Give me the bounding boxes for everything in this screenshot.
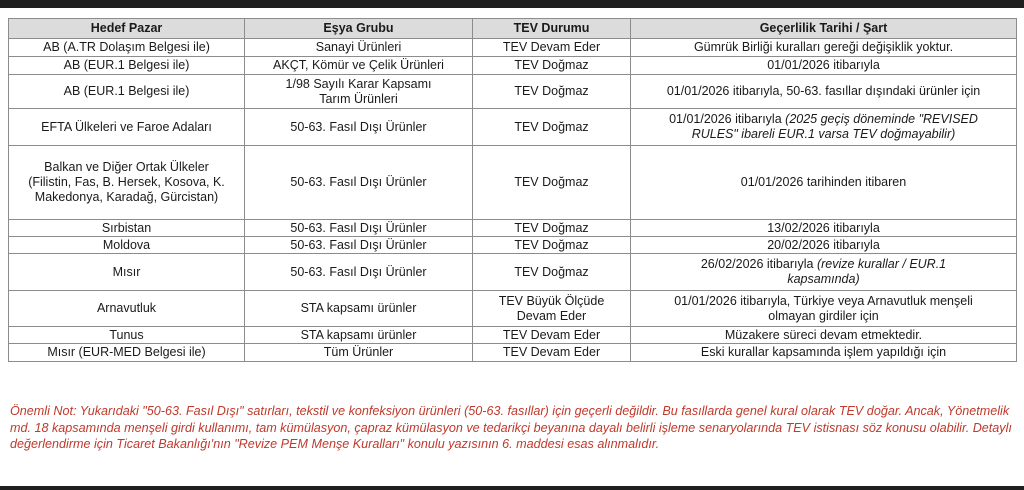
table-row [9, 75, 1017, 109]
cell-group: 50-63. Fasıl Dışı Ürünler [245, 237, 473, 254]
cell-market: AB (EUR.1 Belgesi ile) [9, 75, 245, 109]
cell-group: 50-63. Fasıl Dışı Ürünler [245, 146, 473, 220]
cell-group: 50-63. Fasıl Dışı Ürünler [245, 220, 473, 237]
tev-status-table [8, 18, 1017, 362]
cell-market: Balkan ve Diğer Ortak Ülkeler (Filistin, Fas, B. Hersek, Kosova, K. Makedonya, Karadağ, Gürcistan) [9, 146, 245, 220]
cell-group: AKÇT, Kömür ve Çelik Ürünleri [245, 57, 473, 75]
table-header-row [9, 19, 1017, 39]
cell-group: 1/98 Sayılı Karar Kapsamı Tarım Ürünleri [245, 75, 473, 109]
cell-market: Mısır [9, 254, 245, 291]
bottom-frame-bar [0, 486, 1024, 490]
table-row [9, 57, 1017, 75]
cell-status: TEV Devam Eder [473, 344, 631, 362]
cell-validity [631, 75, 1017, 109]
cell-group: STA kapsamı ürünler [245, 327, 473, 344]
validity-text: Eski kurallar kapsamında işlem yapıldığı için [700, 345, 947, 359]
table-row [9, 39, 1017, 57]
cell-market: AB (A.TR Dolaşım Belgesi ile) [9, 39, 245, 57]
cell-status: TEV Doğmaz [473, 237, 631, 254]
cell-validity [631, 291, 1017, 327]
cell-validity [631, 254, 1017, 291]
cell-status: TEV Devam Eder [473, 39, 631, 57]
table-row [9, 220, 1017, 237]
validity-text: 13/02/2026 itibarıyla [767, 220, 880, 235]
validity-text: 01/01/2026 tarihinden itibaren [740, 175, 907, 189]
cell-validity [631, 237, 1017, 254]
cell-validity [631, 109, 1017, 146]
cell-status: TEV Doğmaz [473, 220, 631, 237]
cell-validity [631, 327, 1017, 344]
cell-market: Arnavutluk [9, 291, 245, 327]
header-goods-group: Eşya Grubu [245, 19, 473, 39]
validity-note: (2025 geçiş döneminde "REVISED RULES" ibareli EUR.1 varsa TEV doğmayabilir) [691, 112, 978, 141]
cell-validity [631, 57, 1017, 75]
cell-status: TEV Doğmaz [473, 146, 631, 220]
table-row [9, 146, 1017, 220]
validity-text: 01/01/2026 itibarıyla [669, 112, 782, 126]
cell-status: TEV Devam Eder [473, 327, 631, 344]
cell-group: 50-63. Fasıl Dışı Ürünler [245, 109, 473, 146]
cell-validity [631, 146, 1017, 220]
cell-market: Sırbistan [9, 220, 245, 237]
cell-group: Sanayi Ürünleri [245, 39, 473, 57]
validity-text: 01/01/2026 itibarıyla, 50-63. fasıllar dışındaki ürünler için [666, 84, 981, 98]
cell-group: STA kapsamı ürünler [245, 291, 473, 327]
table-row [9, 237, 1017, 254]
important-note: Önemli Not: Yukarıdaki "50-63. Fasıl Dışı" satırları, tekstil ve konfeksiyon ürünleri (50-63. fasıllar) için geçerli değildir. Bu fasıllarda genel kural olarak TEV doğar. Ancak, Yönetmelik md. 18 kapsamında menşeli girdi kullanımı, tam kümülasyon, çapraz kümülasyon ve tedarikçi beyanına dayalı belirli işleme senaryolarında TEV istisnası söz konusu olabilir. Detaylı değerlendirme için Ticaret Bakanlığı'nın "Revize PEM Menşe Kuralları" konulu yazısının 6. maddesi esas alınmalıdır. [10, 404, 1012, 451]
cell-validity [631, 344, 1017, 362]
header-target-market: Hedef Pazar [9, 19, 245, 39]
validity-text: 01/01/2026 itibarıyla, Türkiye veya Arnavutluk menşeli olmayan girdiler için [674, 293, 973, 323]
cell-status: TEV Doğmaz [473, 109, 631, 146]
validity-note: (revize kurallar / EUR.1 kapsamında) [787, 257, 947, 286]
top-frame-bar [0, 0, 1024, 8]
cell-market: Mısır (EUR-MED Belgesi ile) [9, 344, 245, 362]
table-row [9, 344, 1017, 362]
validity-text: Gümrük Birliği kuralları gereği değişiklik yoktur. [693, 40, 954, 54]
header-tev-status: TEV Durumu [473, 19, 631, 39]
cell-market: Tunus [9, 327, 245, 344]
validity-text: 01/01/2026 itibarıyla [767, 58, 880, 72]
validity-text: Müzakere süreci devam etmektedir. [724, 327, 923, 342]
cell-status: TEV Doğmaz [473, 75, 631, 109]
cell-market: Moldova [9, 237, 245, 254]
tev-status-table-container [8, 18, 1016, 362]
cell-status: TEV Doğmaz [473, 57, 631, 75]
table-row [9, 109, 1017, 146]
header-validity: Geçerlilik Tarihi / Şart [631, 19, 1017, 39]
table-row [9, 254, 1017, 291]
table-row [9, 291, 1017, 327]
validity-text: 26/02/2026 itibarıyla [700, 257, 814, 271]
cell-group: 50-63. Fasıl Dışı Ürünler [245, 254, 473, 291]
cell-status: TEV Büyük Ölçüde Devam Eder [473, 291, 631, 327]
cell-market: AB (EUR.1 Belgesi ile) [9, 57, 245, 75]
cell-validity [631, 220, 1017, 237]
table-row [9, 327, 1017, 344]
cell-validity [631, 39, 1017, 57]
validity-text: 20/02/2026 itibarıyla [767, 237, 880, 252]
cell-status: TEV Doğmaz [473, 254, 631, 291]
cell-market: EFTA Ülkeleri ve Faroe Adaları [9, 109, 245, 146]
cell-group: Tüm Ürünler [245, 344, 473, 362]
